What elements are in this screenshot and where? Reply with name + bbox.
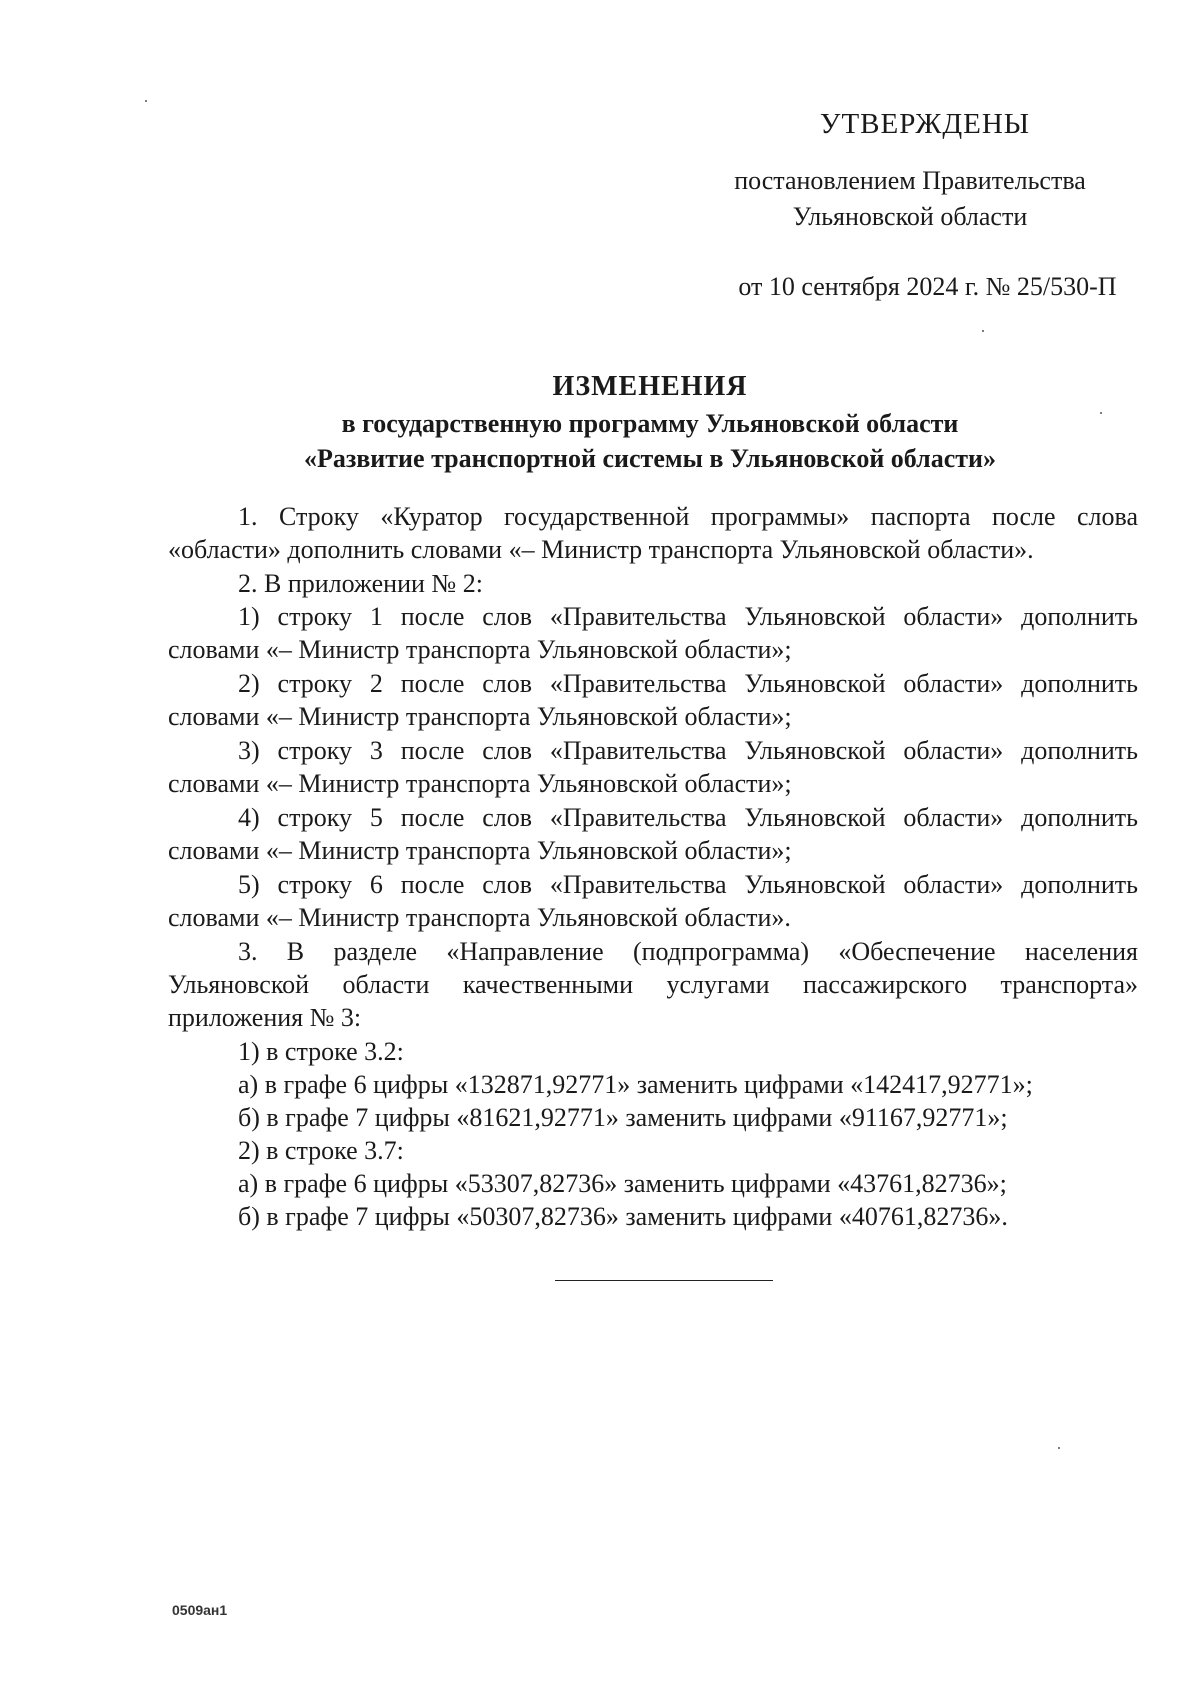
paragraph-1: 1. Строку «Куратор государственной программы» паспорта после слова «области» дополнить словами «– Министр транспорта Ульяновской области». [168, 502, 1138, 564]
paragraph-3-item-2a: а) в графе 6 цифры «53307,82736» заменить цифрами «43761,82736»; [238, 1169, 1007, 1198]
document-title: ИЗМЕНЕНИЯ [552, 371, 748, 402]
approval-date: от 10 сентября 2024 г. № 25/530-П [738, 272, 1117, 301]
paragraph-2: 2. В приложении № 2: [238, 569, 483, 598]
document-subtitle-line-2: «Развитие транспортной системы в Ульяновской области» [303, 444, 997, 473]
paragraph-2-item-3: 3) строку 3 после слов «Правительства Ульяновской области» дополнить словами «– Министр транспорта Ульяновской области»; [168, 736, 1138, 798]
approval-line-1: постановлением Правительства [734, 166, 1086, 195]
paragraph-2-item-1: 1) строку 1 после слов «Правительства Ульяновской области» дополнить словами «– Министр транспорта Ульяновской области»; [168, 602, 1138, 664]
scan-speck [1058, 1447, 1060, 1449]
paragraph-3-item-2: 2) в строке 3.7: [238, 1136, 404, 1165]
paragraph-3-item-1: 1) в строке 3.2: [238, 1037, 404, 1066]
document-subtitle-line-1: в государственную программу Ульяновской области [341, 409, 959, 438]
scan-speck [145, 100, 147, 102]
paragraph-3-item-1a: а) в графе 6 цифры «132871,92771» заменить цифрами «142417,92771»; [238, 1070, 1033, 1099]
scan-speck [1100, 412, 1102, 414]
paragraph-3: 3. В разделе «Направление (подпрограмма) «Обеспечение населения Ульяновской области качественными услугами пассажирского транспорта» приложения № 3: [168, 937, 1138, 1032]
approval-line-2: Ульяновской области [792, 202, 1028, 231]
approval-block [700, 108, 1120, 302]
scan-speck [982, 330, 984, 332]
end-of-document-line [555, 1280, 773, 1281]
paragraph-2-item-2: 2) строку 2 после слов «Правительства Ульяновской области» дополнить словами «– Министр транспорта Ульяновской области»; [168, 669, 1138, 731]
paragraph-2-item-5: 5) строку 6 после слов «Правительства Ульяновской области» дополнить словами «– Министр транспорта Ульяновской области». [168, 870, 1138, 932]
document-code: 0509ан1 [172, 1602, 228, 1618]
paragraph-3-item-2b: б) в графе 7 цифры «50307,82736» заменить цифрами «40761,82736». [238, 1202, 1008, 1231]
approval-heading: УТВЕРЖДЕНЫ [819, 108, 1031, 140]
paragraph-2-item-4: 4) строку 5 после слов «Правительства Ульяновской области» дополнить словами «– Министр транспорта Ульяновской области»; [168, 803, 1138, 865]
document-body [168, 500, 1138, 1233]
approval-authority [700, 163, 1120, 235]
paragraph-3-item-1b: б) в графе 7 цифры «81621,92771» заменить цифрами «91167,92771»; [238, 1103, 1008, 1132]
document-title-block [160, 368, 1140, 476]
